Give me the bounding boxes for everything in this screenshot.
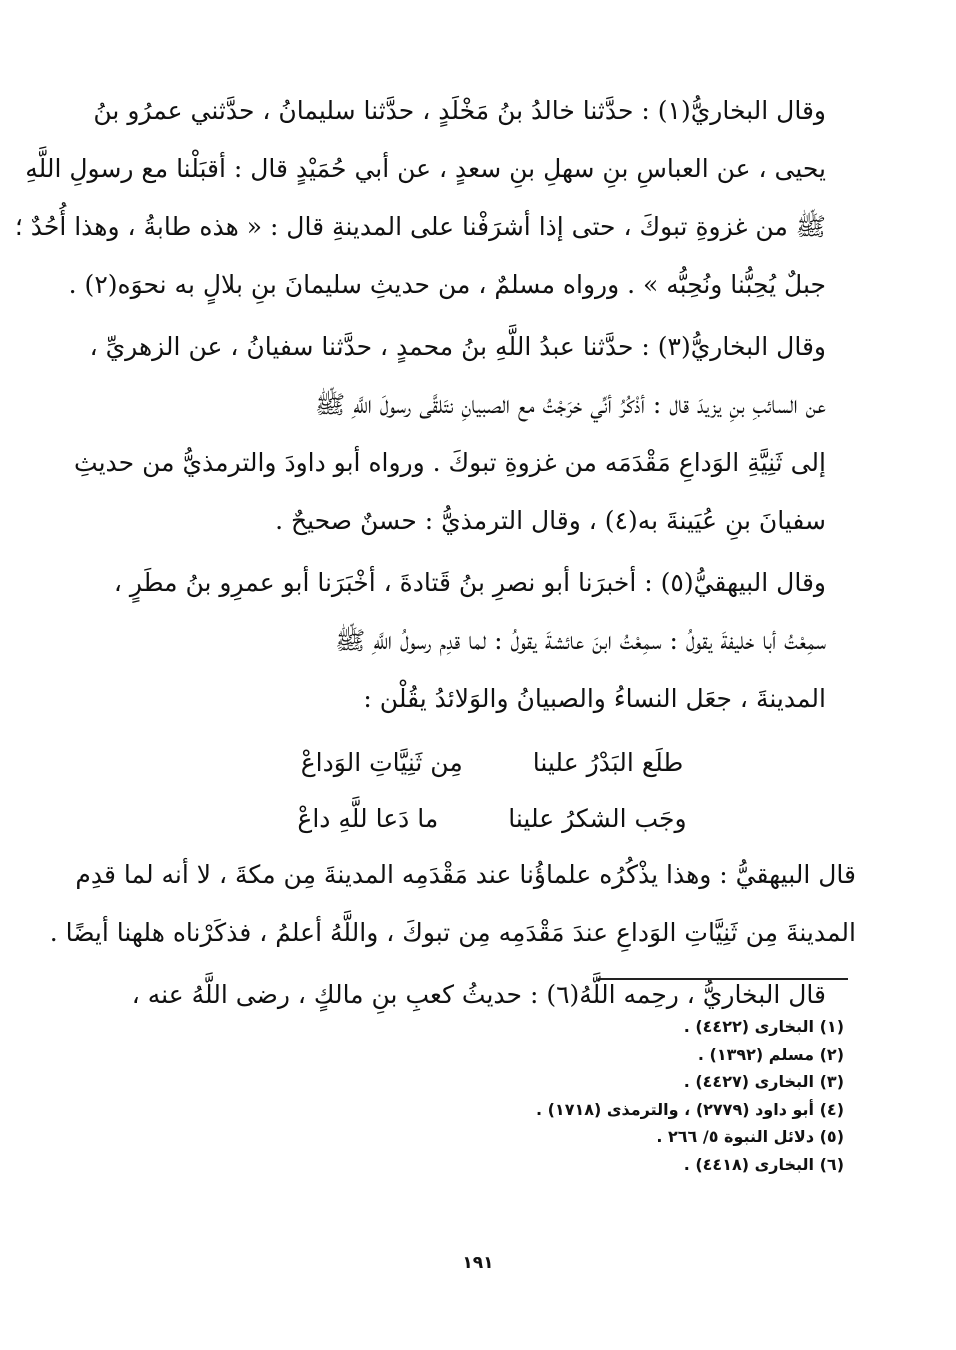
footnotes (424, 1013, 844, 1178)
text-line: ﷺ من غزوةِ تبوكَ ، حتى إذا أشرَفْنا على المدينةِ قال : « هذه طابةُ ، وهذا أُحُدٌ ؛ (14, 212, 826, 241)
text-line: سمِعْتُ أبا خليفةَ يقولُ : سمِعْتُ ابنَ عائشةَ يقولُ : لما قدِم رسولُ اللَّهِ ﷺ (335, 626, 826, 655)
poem-hemistich: طلَع البَدْرُ علينا (532, 748, 684, 777)
main-text (14, 82, 856, 1024)
footnote-item: (٦) البخارى (٤٤١٨) . (683, 1154, 844, 1174)
paragraph-3 (113, 554, 856, 728)
paragraph-1 (14, 82, 856, 314)
footnote-item: (١) البخارى (٤٤٢٢) . (683, 1017, 844, 1036)
text-line: يحيى ، عن العباسِ بنِ سهلِ بنِ سعدٍ ، عن أبي حُمَيْدٍ قال : أقبَلْنا مع رسولِ اللَّهِ (25, 154, 826, 183)
paragraph-4 (49, 846, 856, 962)
text-line: قال البيهقيُّ : وهذا يذْكُرُه علماؤُنا عند مَقْدَمِه المدينةَ مِن مكةَ ، لا أنه لما قدِم (75, 860, 856, 889)
poem-hemistich: وجَب الشكرُ علينا (508, 804, 687, 833)
text-line: وقال البخاريُّ(٣) : حدَّثنا عبدُ اللَّهِ بنُ محمدٍ ، حدَّثنا سفيانُ ، عن الزهريِّ ، (89, 332, 826, 361)
footnote-item: (٥) دلائل النبوة ٥/ ٢٦٦ . (656, 1127, 844, 1146)
footnote-item: (٣) البخارى (٤٤٢٧) . (683, 1072, 844, 1091)
text-line: سفيانَ بنِ عُيَينةَ به(٤) ، وقال الترمذيُّ : حسنٌ صحيحٌ . (275, 506, 826, 535)
poem-hemistich: ما دَعا للَّهِ داعْ (297, 804, 439, 833)
poem-hemistich: مِن ثَنِيَّاتِ الوَداعْ (300, 748, 463, 777)
text-line: وقال البخاريُّ(١) : حدَّثنا خالدُ بنُ مَخْلَدٍ ، حدَّثنا سليمانُ ، حدَّثني عمرُو بنُ (93, 96, 826, 125)
text-line: وقال البيهقيُّ(٥) : أخبرَنا أبو نصرِ بنُ قَتادةَ ، أخْبَرَنا أبو عمرِو بنُ مطَرٍ ، (113, 568, 826, 597)
text-line: قال البخاريُّ ، رحِمه اللَّهُ(٦) : حديثُ كعبِ بنِ مالكٍ ، رضى اللَّهُ عنه ، (131, 980, 826, 1009)
poem-verse (128, 790, 856, 846)
text-line: المدينةَ مِن ثَنِيَّاتِ الوَداعِ عندَ مَقْدَمِه مِن تبوكَ ، واللَّهُ أعلمُ ، فذكَرْناه هلهنا أيضًا . (49, 918, 856, 947)
poem-verse (128, 734, 856, 790)
text-line: عن السائبِ بنِ يزيدَ قال : أذْكُرُ أنِّي خرَجْتُ مع الصبيانِ نتَلقَّى رسولَ اللَّهِ ﷺ (314, 390, 826, 419)
footnote-item: (٤) أبو داود (٢٧٧٩) ، والترمذى (١٧١٨) . (535, 1099, 844, 1119)
page-number: ١٩١ (462, 1253, 494, 1273)
text-line: إلى ثَنِيَّةِ الوَداعِ مَقْدَمَه من غزوةِ تبوكَ . ورواه أبو داودَ والترمذيُّ من حديثِ (74, 448, 826, 477)
text-line: جبلٌ يُحِبُّنا ونُحِبُّه » . ورواه مسلمٌ ، من حديثِ سليمانَ بنِ بلالٍ به نحوَه(٢) . (68, 270, 826, 299)
text-line: المدينةَ ، جعَل النساءُ والصبيانُ والوَلائدُ يقُلْن : (363, 684, 826, 713)
footnote-divider (598, 978, 848, 980)
poem (128, 728, 856, 846)
footnote-item: (٢) مسلم (١٣٩٢) . (697, 1044, 844, 1064)
paragraph-2 (74, 318, 856, 550)
